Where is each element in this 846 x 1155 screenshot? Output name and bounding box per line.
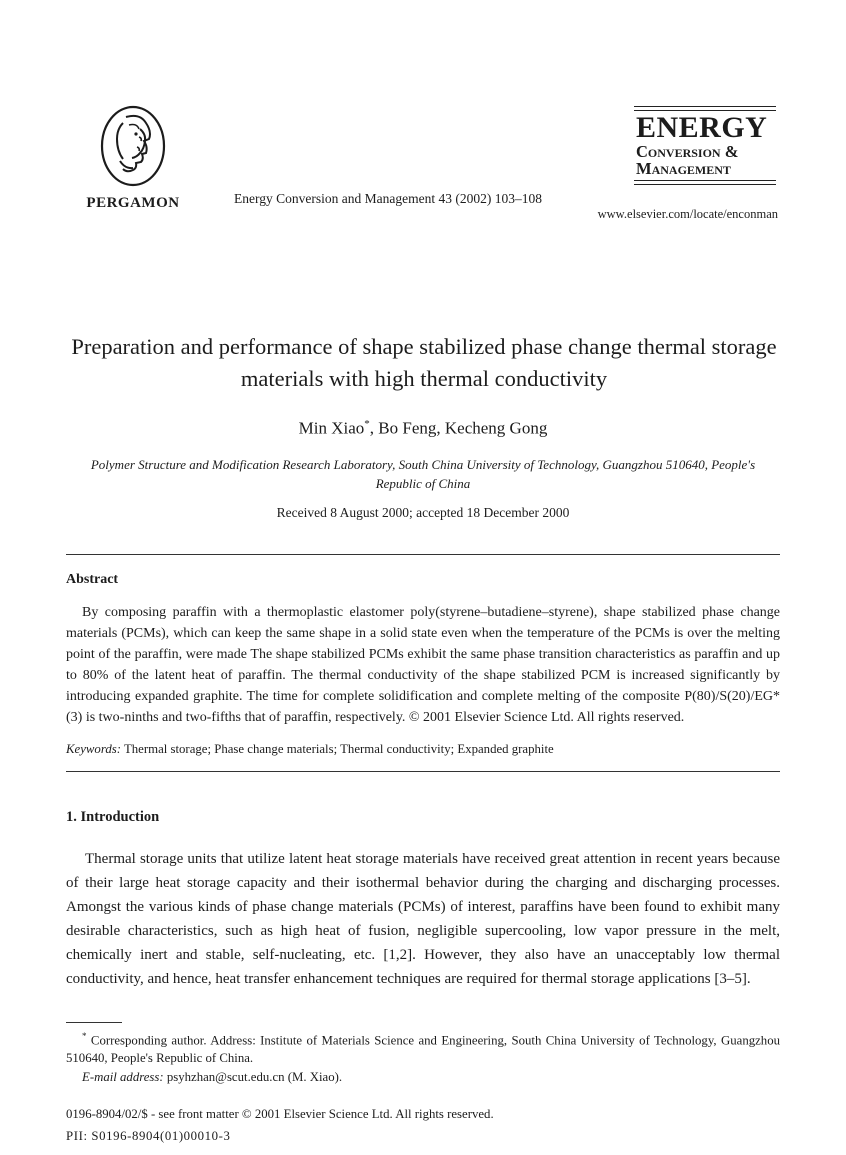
- pergamon-logo-block: [78, 103, 188, 212]
- journal-logo-bottom-rule: [634, 180, 776, 185]
- paper-title: Preparation and performance of shape stabilized phase change thermal storage materials with high thermal conductivity: [71, 334, 777, 391]
- section-heading-introduction: 1. Introduction: [66, 808, 160, 825]
- pergamon-wordmark: PERGAMON: [86, 195, 180, 211]
- pergamon-athena-icon: [78, 103, 188, 189]
- abstract-text: By composing paraffin with a thermoplastic elastomer poly(styrene–butadiene–styrene), shape stabilized phase change materials (PCMs), which can keep the same shape in a solid state even when the temperature of the PCMs is over the melting point of the paraffin, were made The shape stabilized PCMs exhibit the same phase transition characteristics as paraffin and up to 80% of the latent heat of paraffin. The thermal conductivity of the shape stabilized PCM is increased significantly by introducing expanded graphite. The time for complete solidification and complete melting of the composite P(80)/S(20)/EG*(3) is two-ninths and two-fifths that of paraffin, respectively. © 2001 Elsevier Science Ltd. All rights reserved.: [66, 604, 780, 725]
- pii-line: PII: S0196-8904(01)00010-3: [66, 1129, 231, 1144]
- abstract-bottom-rule: [66, 771, 780, 772]
- corresponding-author-note: [66, 1027, 780, 1068]
- footnote-text: Corresponding author. Address: Institute of Materials Science and Engineering, South China University of Technology, Guangzhou 510640, People's Republic of China.: [66, 1032, 780, 1066]
- journal-url: www.elsevier.com/locate/enconman: [597, 207, 778, 221]
- footnote-marker: *: [82, 1030, 87, 1041]
- introduction-paragraph: Thermal storage units that utilize latent heat storage materials have received great attention in recent years because of their large heat storage capacity and their isothermal behavior during the charging and discharging processes. Amongst the various kinds of phase change materials (PCMs) of interest, paraffins have been found to exhibit many desirable characteristics, such as high heat of fusion, negligible supercooling, low vapor pressure in the melt, chemically inert and stable, self-nucleating, etc. [1,2]. However, they also have an unacceptably low thermal conductivity, and hence, heat transfer enhancement techniques are required for thermal storage applications [3–5].: [66, 850, 780, 987]
- footnote-rule: [66, 1022, 122, 1023]
- journal-logo-conversion: Conversion &: [636, 142, 739, 161]
- corresponding-author-marker: *: [364, 418, 370, 430]
- received-accepted-dates: Received 8 August 2000; accepted 18 December 2000: [276, 504, 570, 520]
- issn-copyright-line: 0196-8904/02/$ - see front matter © 2001 Elsevier Science Ltd. All rights reserved.: [66, 1107, 494, 1122]
- keywords-line: [66, 742, 780, 757]
- keywords-label: Keywords:: [66, 741, 121, 756]
- journal-citation: Energy Conversion and Management 43 (2002) 103–108: [234, 191, 542, 206]
- email-label: E-mail address:: [82, 1069, 164, 1084]
- page-header: [66, 103, 780, 263]
- email-address: psyhzhan@scut.edu.cn (M. Xiao).: [163, 1069, 343, 1084]
- author-first: Min Xiao: [298, 418, 365, 438]
- footnote-block: [66, 1027, 780, 1087]
- keywords-text: Thermal storage; Phase change materials; Thermal conductivity; Expanded graphite: [120, 741, 554, 756]
- author-rest: , Bo Feng, Kecheng Gong: [369, 418, 548, 438]
- imprint-block: [66, 1105, 780, 1146]
- email-line: [66, 1068, 780, 1087]
- journal-logo-energy: ENERGY: [636, 111, 768, 144]
- abstract-top-rule: [66, 554, 780, 555]
- author-line: [66, 418, 780, 439]
- affiliation: Polymer Structure and Modification Research Laboratory, South China University of Technology, Guangzhou 510640, People's Republic of China: [90, 456, 756, 491]
- journal-logo: [634, 106, 776, 185]
- journal-logo-management: Management: [636, 159, 731, 178]
- abstract-heading: Abstract: [66, 571, 119, 587]
